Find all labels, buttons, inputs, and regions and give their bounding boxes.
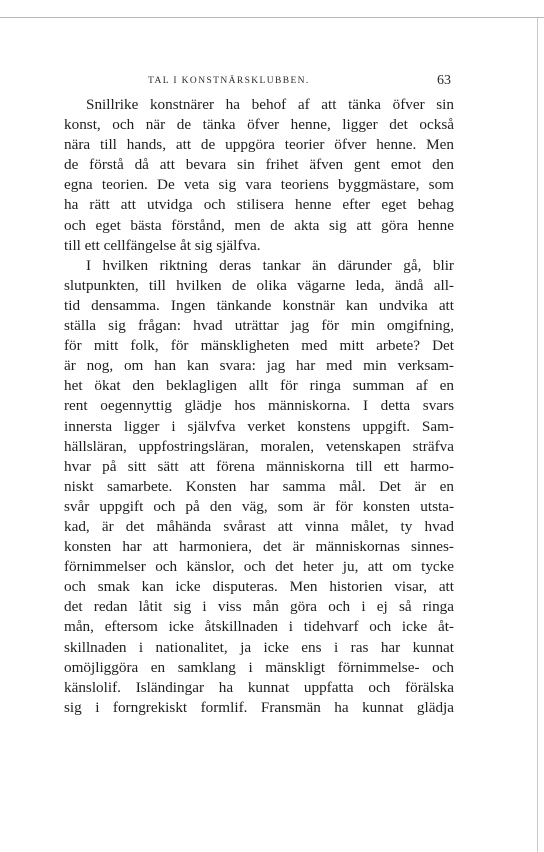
text-line: svår uppgift och på den väg, som är för konsten utsta-	[64, 497, 454, 515]
page-top-edge	[0, 17, 544, 18]
text-line: förnimmelser och känslor, och det heter ju, att om tycke	[64, 558, 454, 576]
page-number: 63	[437, 73, 451, 88]
text-line: för mitt folk, för mänskligheten med mitt arbete? Det	[64, 337, 454, 355]
text-line: är nog, om han kan svara: jag har med min verksam-	[64, 357, 454, 375]
text-line: slutpunkten, till hvilken de olika vägarne leda, ändå all-	[64, 276, 454, 294]
text-line: innersta ligger i självfva verket konstens uppgift. Sam-	[64, 417, 454, 435]
text-line: I hvilken riktning deras tankar än därunder gå, blir	[86, 256, 454, 274]
text-line: konst, och när de tänka öfver henne, ligger det också	[64, 116, 454, 134]
running-head: TAL I KONSTNÄRSKLUBBEN.	[148, 76, 310, 86]
text-line: tid densamma. Ingen tänkande konstnär kan undvika att	[64, 296, 454, 314]
text-line: skillnaden i nationalitet, ja icke ens i ras har kunnat	[64, 638, 454, 656]
text-line: kad, är det måhända svårast att vinna målet, ty hvad	[64, 517, 454, 535]
text-line: ställa sig frågan: hvad uträttar jag för min omgifning,	[64, 317, 454, 335]
text-line: till ett cellfängelse åt sig själfva.	[64, 236, 261, 254]
text-line: sig i forngrekiskt formlif. Fransmän ha kunnat glädja	[64, 698, 454, 716]
text-line: hällsläran, uppfostringsläran, moralen, vetenskapen sträfva	[64, 437, 454, 455]
text-line: egna teorien. De veta sig vara teoriens byggmästare, som	[64, 176, 454, 194]
text-line: rent oegennyttig glädje hos människorna. I detta svars	[64, 397, 454, 415]
text-line: konsten har att harmoniera, det är människornas sinnes-	[64, 538, 454, 556]
text-line: och eget bästa förstånd, men de akta sig att göra henne	[64, 216, 454, 234]
text-line: de förstå då att bevara sin frihet äfven gent emot den	[64, 156, 454, 174]
page-right-edge	[537, 18, 538, 852]
body-text	[64, 95, 454, 718]
text-line: känslolif. Isländingar ha kunnat uppfatta och förälska	[64, 678, 454, 696]
text-line: ha rätt att utvidga och stilisera henne efter eget behag	[64, 196, 454, 214]
text-line: niskt samarbete. Konsten har samma mål. Det är en	[64, 477, 454, 495]
text-line: Snillrike konstnärer ha behof af att tänka öfver sin	[86, 96, 454, 113]
text-line: het ökat den beklagligen allt för ringa summan af en	[64, 377, 454, 395]
text-line: omöjliggöra en samklang i mänskligt förnimmelse- och	[64, 658, 454, 676]
text-line: det redan låtit sig i viss mån göra och i ej så ringa	[64, 598, 454, 616]
text-line: mån, eftersom icke åtskillnaden i tidehvarf och icke åt-	[64, 618, 454, 636]
text-line: och smak kan icke disputeras. Men historien visar, att	[64, 578, 454, 596]
text-line: nära till hands, att de uppgöra teorier öfver henne. Men	[64, 136, 454, 154]
text-line: hvar på sitt sätt att förena människorna till ett harmo-	[64, 457, 454, 475]
